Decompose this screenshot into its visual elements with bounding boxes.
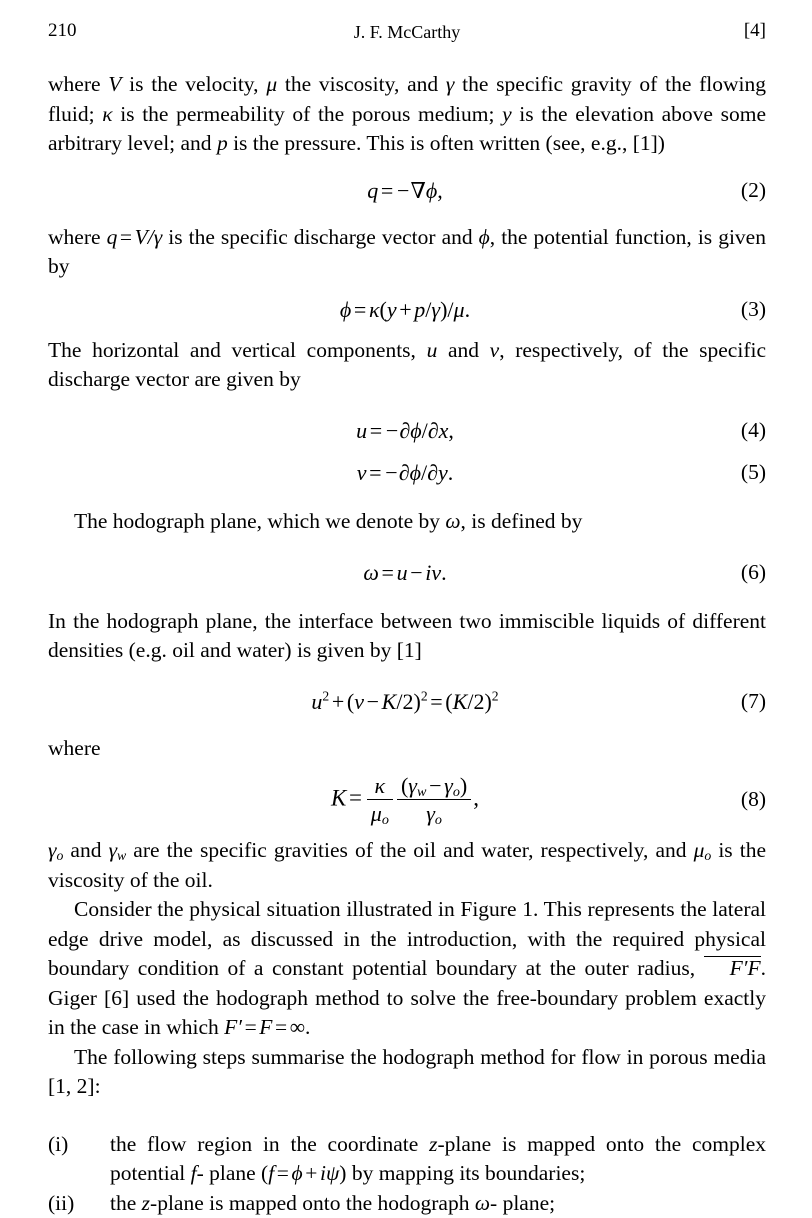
text-run: - plane; xyxy=(490,1190,556,1215)
equation-3 xyxy=(48,298,766,322)
paragraph-consider-physical-situation xyxy=(48,895,766,1043)
eq7-K-2: K xyxy=(452,688,468,714)
eq3-mu: μ xyxy=(453,296,465,322)
math-var-v: v xyxy=(489,337,500,362)
text-run: -plane is mapped onto the complex potential xyxy=(110,1131,767,1186)
paragraph-horizontal-vertical xyxy=(48,336,766,395)
eq2-phi: ϕ xyxy=(425,177,438,203)
equation-4-number: (4) xyxy=(740,418,766,443)
eq3-phi: ϕ xyxy=(339,296,352,322)
eq3-kappa: κ xyxy=(368,296,380,322)
paragraph-where-label xyxy=(48,734,766,764)
list-item xyxy=(48,1130,766,1189)
eq7-K-1: K xyxy=(381,688,397,714)
text-run: , the potential function, is given by xyxy=(48,224,766,279)
math-greek-mu: μ xyxy=(266,72,278,96)
text-run: the flow region in the coordinate xyxy=(110,1131,430,1156)
eq6-u: u xyxy=(396,559,408,585)
text-run: is the velocity, xyxy=(121,72,267,96)
eq7-relation: = xyxy=(430,688,443,714)
eq7-v: v xyxy=(354,688,364,714)
eq5-slash: / xyxy=(421,460,428,486)
eq3-open-paren: ( xyxy=(379,296,387,322)
eq8-frac2-numerator xyxy=(397,774,471,800)
math-var-f-2: f xyxy=(268,1161,275,1186)
equation-8-number: (8) xyxy=(740,787,766,812)
eq7-minus: − xyxy=(366,688,380,714)
eq8-mu-subscript: o xyxy=(381,812,389,828)
eq8-K: K xyxy=(330,785,347,811)
text-run: , is defined by xyxy=(460,509,583,534)
text-run: are the specific gravities of the oil and water, respectively, and xyxy=(126,838,694,863)
paragraph-where-V xyxy=(48,70,766,159)
eq3-slash-1: / xyxy=(425,296,432,322)
equation-6-number: (6) xyxy=(740,560,766,585)
eq4-lhs: u xyxy=(356,417,368,443)
paragraph-where-q xyxy=(48,223,766,282)
math-var-i: i xyxy=(319,1161,326,1186)
eq7-slash-1: / xyxy=(396,688,403,714)
paragraph-interface-immiscible xyxy=(48,607,766,666)
eq3-plus: + xyxy=(399,296,412,322)
eq7-slash-2: / xyxy=(467,688,474,714)
list-item-text xyxy=(110,1191,555,1215)
eq8-gamma-w-subscript: w xyxy=(417,783,427,800)
eq5-partial-1: ∂ xyxy=(398,460,410,486)
text-run: In the hodograph plane, the interface between two immiscible liquids of different densities (e.g. oil and water) is given by [1] xyxy=(48,608,766,663)
math-var-F-prime: F′ xyxy=(224,1015,242,1040)
eq4-comma: , xyxy=(448,417,454,443)
math-sub-mu-o: o xyxy=(704,848,712,864)
equation-8 xyxy=(48,774,766,827)
text-run: . Giger [6] used the hodograph method to solve the free-boundary problem exactly in the case in which xyxy=(48,956,766,1040)
text-run: and xyxy=(63,838,109,863)
math-var-f: f xyxy=(190,1161,197,1186)
inline-equals: = xyxy=(276,1161,289,1186)
eq6-i: i xyxy=(425,559,432,585)
eq5-var: y xyxy=(438,460,448,486)
math-var-F: F xyxy=(259,1015,273,1040)
inline-equals-2: = xyxy=(275,1015,288,1040)
eq8-minus: − xyxy=(429,772,442,798)
math-var-u: u xyxy=(426,337,438,362)
eq6-v: v xyxy=(431,559,442,585)
equation-4-body xyxy=(48,419,766,443)
eq7-exp-2: 2 xyxy=(420,688,428,704)
math-greek-omega: ω xyxy=(445,509,461,534)
equation-7-number: (7) xyxy=(740,689,766,714)
math-greek-kappa: κ xyxy=(102,101,113,126)
eq4-relation: = xyxy=(369,417,383,443)
eq8-gamma-den: γ xyxy=(426,800,435,826)
text-run: where xyxy=(48,72,109,96)
equation-7-body xyxy=(48,690,766,714)
eq8-close-paren: ) xyxy=(459,772,468,798)
inline-equals-1: = xyxy=(244,1015,257,1040)
running-head-bracket: [4] xyxy=(743,20,766,41)
equation-6 xyxy=(48,561,766,585)
eq7-u: u xyxy=(311,688,323,714)
eq5-lhs: v xyxy=(356,460,367,486)
math-var-p: p xyxy=(216,131,228,155)
eq3-y: y xyxy=(386,296,397,322)
eq2-lhs: q xyxy=(367,177,379,203)
paragraph-following-steps xyxy=(48,1043,766,1102)
eq8-open-paren: ( xyxy=(400,772,409,798)
eq7-open-paren-1: ( xyxy=(346,688,355,714)
eq7-exp-3: 2 xyxy=(491,688,499,704)
eq3-relation: = xyxy=(353,296,367,322)
text-run: is the viscosity of the oil. xyxy=(48,838,767,892)
list-item-marker: (i) xyxy=(48,1131,69,1156)
math-var-z: z xyxy=(429,1131,438,1156)
text-run: The horizontal and vertical components, xyxy=(48,337,427,362)
eq2-relation: = xyxy=(380,177,394,203)
text-run: . xyxy=(305,1015,311,1040)
eq3-gamma: γ xyxy=(431,296,441,322)
math-var-q: q xyxy=(106,224,118,249)
text-run: , respectively, of the specific discharge vector are given by xyxy=(48,337,766,392)
eq5-partial-2: ∂ xyxy=(427,460,439,486)
eq8-frac1-numerator xyxy=(367,774,393,800)
equation-2-body xyxy=(48,179,766,203)
eq3-period: . xyxy=(464,296,471,322)
math-sub-w: w xyxy=(117,848,127,864)
eq4-minus: − xyxy=(385,417,399,443)
math-var-y: y xyxy=(502,101,512,126)
text-run: and xyxy=(437,337,490,362)
body-column xyxy=(48,70,766,1218)
math-greek-gamma: γ xyxy=(445,72,455,96)
list-item-text xyxy=(110,1132,766,1186)
eq4-phi: ϕ xyxy=(410,417,422,443)
eq3-close-paren: ) xyxy=(440,296,448,322)
inline-plus: + xyxy=(305,1161,318,1186)
text-run: is the elevation above some arbitrary level; and xyxy=(48,101,766,155)
paragraph-specific-gravities xyxy=(48,836,766,895)
eq3-p: p xyxy=(414,296,426,322)
eq8-fraction-kappa-mu xyxy=(367,774,393,827)
math-expr-V-over-gamma: V/γ xyxy=(134,224,163,249)
equation-3-body xyxy=(48,298,766,322)
math-greek-mu-o: μ xyxy=(693,838,705,863)
eq7-two-2: 2 xyxy=(473,688,485,714)
eq7-two-1: 2 xyxy=(402,688,414,714)
page-number: 210 xyxy=(48,20,77,41)
text-run: -plane is mapped onto the hodograph xyxy=(150,1190,475,1215)
text-run: the viscosity, and xyxy=(277,72,446,96)
math-greek-phi: ϕ xyxy=(478,224,490,249)
eq8-gamma-o: γ xyxy=(444,772,453,798)
equation-5-number: (5) xyxy=(740,460,766,485)
list-item xyxy=(48,1189,766,1218)
text-run: where xyxy=(48,224,107,249)
eq7-open-paren-2: ( xyxy=(445,688,453,714)
eq8-fraction-gamma xyxy=(397,774,471,827)
eq8-frac2-denominator xyxy=(397,800,471,826)
eq2-minus: − xyxy=(396,177,410,203)
eq6-omega: ω xyxy=(363,559,379,585)
eq4-partial-2: ∂ xyxy=(427,417,439,443)
math-sub-o: o xyxy=(56,848,64,864)
eq4-partial-1: ∂ xyxy=(399,417,411,443)
equation-2 xyxy=(48,179,766,203)
eq4-var: x xyxy=(438,417,449,443)
eq7-close-paren-1: ) xyxy=(413,688,421,714)
math-var-V: V xyxy=(108,72,122,96)
eq2-comma: , xyxy=(437,177,443,203)
text-run: is the permeability of the porous medium; xyxy=(112,101,503,126)
eq7-close-paren-2: ) xyxy=(484,688,492,714)
list-item-marker: (ii) xyxy=(48,1190,75,1215)
eq8-frac1-denominator xyxy=(367,800,393,826)
equation-6-body xyxy=(48,561,766,585)
math-infinity: ∞ xyxy=(289,1015,306,1040)
equation-4 xyxy=(48,419,766,443)
text-run: the specific gravity of the flowing fluid; xyxy=(48,72,767,126)
eq2-nabla: ∇ xyxy=(410,177,426,203)
math-greek-omega: ω xyxy=(474,1190,491,1215)
eq5-period: . xyxy=(447,460,454,486)
math-greek-psi: ψ xyxy=(325,1161,340,1186)
equation-5 xyxy=(48,461,766,485)
text-run: ) by mapping its boundaries; xyxy=(339,1161,586,1186)
eq6-relation: = xyxy=(381,559,394,585)
math-var-z: z xyxy=(141,1190,151,1215)
eq6-minus: − xyxy=(410,559,423,585)
math-greek-gamma-w: γ xyxy=(108,838,118,863)
text-run: Consider the physical situation illustrated in Figure 1. This represents the lateral edge drive model, as discussed in the introduction, with the required physical boundary condition of a constant potential boundary at the outer radius, xyxy=(48,897,766,981)
eq3-slash-2: / xyxy=(447,296,454,322)
eq8-gamma-den-subscript: o xyxy=(434,812,442,828)
equation-5-body xyxy=(48,461,766,485)
eq8-comma: , xyxy=(473,785,480,811)
equation-2-number: (2) xyxy=(740,177,766,202)
eq7-plus: + xyxy=(331,688,345,714)
running-head-author: J. F. McCarthy xyxy=(353,22,461,42)
paragraph-hodograph-plane xyxy=(48,507,766,537)
eq5-minus: − xyxy=(385,460,398,486)
text-run: The hodograph plane, which we denote by xyxy=(74,509,446,534)
eq5-relation: = xyxy=(369,460,382,486)
eq8-mu: μ xyxy=(370,800,382,826)
math-overline-FprimeF: F′F xyxy=(704,956,761,980)
inline-equals: = xyxy=(119,224,133,249)
text-run: the xyxy=(110,1190,142,1215)
eq4-slash: / xyxy=(421,417,428,443)
running-head xyxy=(48,20,766,46)
eq6-period: . xyxy=(441,559,447,585)
eq8-relation: = xyxy=(349,785,363,811)
eq8-kappa: κ xyxy=(374,772,386,798)
equation-8-body xyxy=(48,774,766,827)
text-run: The following steps summarise the hodograph method for flow in porous media [1, 2]: xyxy=(48,1044,766,1099)
text-run: where xyxy=(48,736,101,761)
equation-7 xyxy=(48,690,766,714)
eq8-gamma-o-subscript: o xyxy=(452,783,460,800)
eq8-gamma-w: γ xyxy=(408,772,417,798)
text-run: is the pressure. This is often written (see, e.g., [1]) xyxy=(227,131,665,155)
math-greek-phi: ϕ xyxy=(291,1161,303,1186)
hodograph-steps-list xyxy=(48,1130,766,1218)
math-greek-gamma-o: γ xyxy=(48,838,57,863)
eq7-exp-1: 2 xyxy=(322,688,330,704)
equation-3-number: (3) xyxy=(740,296,766,321)
text-run: is the specific discharge vector and xyxy=(162,224,479,249)
text-run: - plane ( xyxy=(196,1161,269,1186)
eq5-phi: ϕ xyxy=(409,460,422,486)
